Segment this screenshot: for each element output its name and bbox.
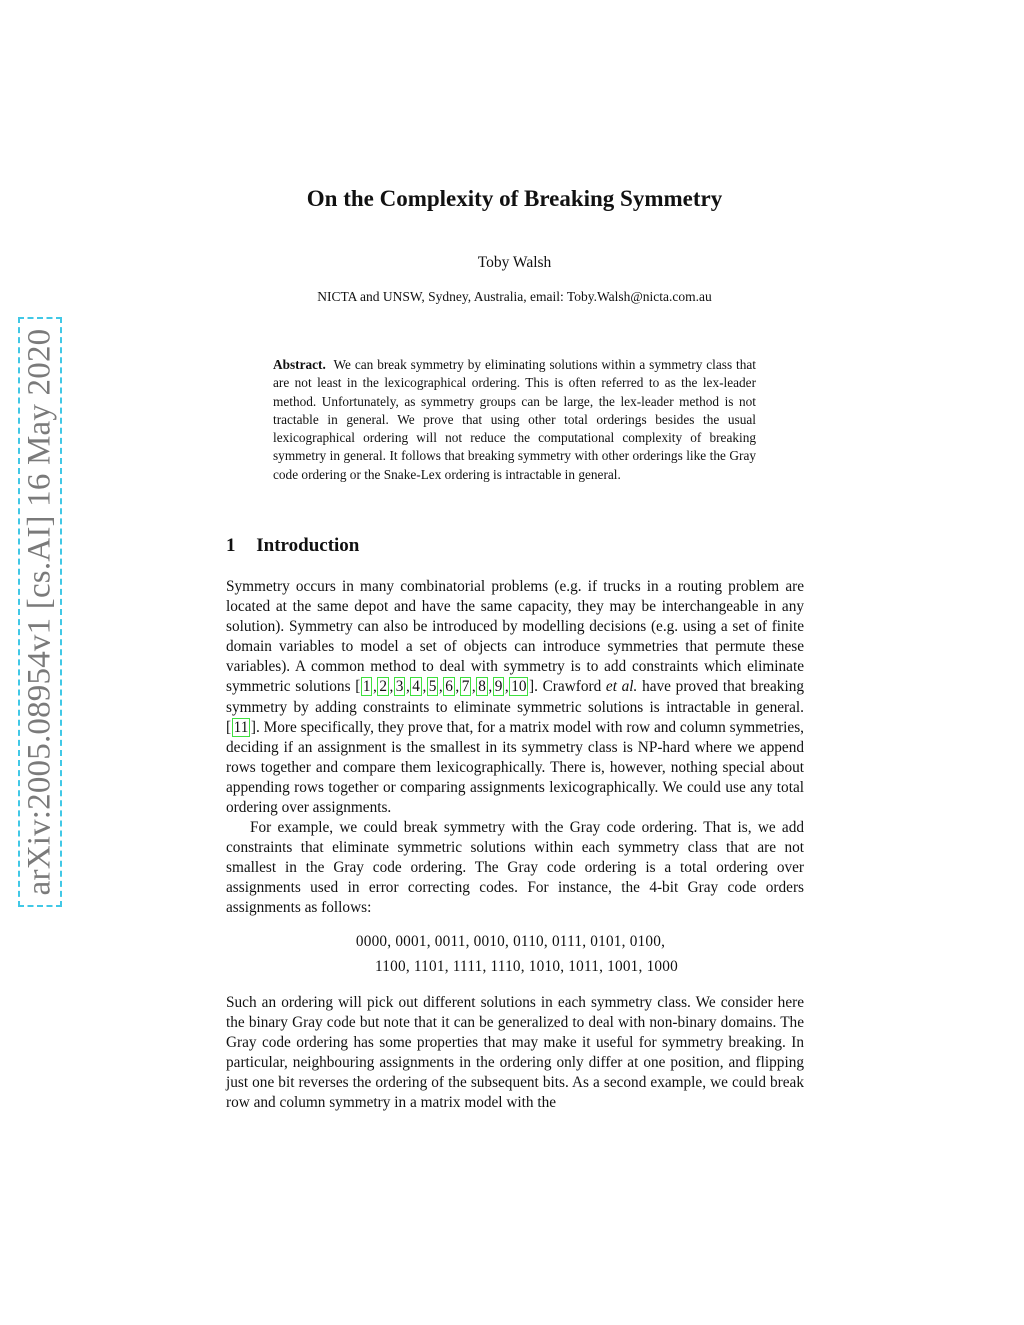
intro-paragraph-3: Such an ordering will pick out different solutions in each symmetry class. We consider here the binary Gray code but note that it can be generalized to deal with non-binary domains. The Gray code ordering has some properties that may make it useful for symmetry breaking. In particular, neighbouring assignments in the ordering only differ at one position, and flipping just one bit reverses the ordering of the subsequent bits. As a second example, we could break row and column symmetry in a matrix model with the <box>226 994 804 1112</box>
author-affiliation: NICTA and UNSW, Sydney, Australia, email: Toby.Walsh@nicta.com.au <box>317 289 712 304</box>
abstract-label: Abstract. <box>273 357 326 372</box>
citation-link[interactable]: 2 <box>379 678 387 696</box>
paper-title: On the Complexity of Breaking Symmetry <box>306 186 723 211</box>
citation-link[interactable]: 8 <box>478 678 486 696</box>
author-name: Toby Walsh <box>477 254 552 271</box>
citation-link[interactable]: 1 <box>362 678 371 696</box>
citation-link[interactable]: 7 <box>461 678 470 696</box>
gray-code-sequence-line-2: 1100, 1101, 1111, 1110, 1010, 1011, 1001, 1000 <box>375 958 678 975</box>
arxiv-identifier-stamp <box>18 317 62 907</box>
intro-paragraph-2: For example, we could break symmetry with the Gray code ordering. That is, we add constraints that eliminate symmetric solutions within each symmetry class that are not smallest in the Gray code ordering. The Gray code ordering is a total ordering over assignments used in error correcting codes. For instance, the 4-bit Gray code orders assignments as follows: <box>226 819 804 917</box>
paragraph-text: have proved that breaking symmetry by adding constraints to eliminate symmetric solutions is intractable in general. [ <box>226 678 804 736</box>
citation-link[interactable]: 5 <box>428 678 437 696</box>
et-al-italic: et al. <box>605 678 638 696</box>
citation-link[interactable]: 9 <box>494 678 503 696</box>
arxiv-identifier-text: arXiv:2005.08954v1 [cs.AI] 16 May 2020 <box>21 328 58 896</box>
section-title: Introduction <box>256 535 360 556</box>
paragraph-text: ]. Crawford <box>528 678 606 696</box>
intro-paragraph-1: Symmetry occurs in many combinatorial problems (e.g. if trucks in a routing problem are located at the same depot and have the same capacity, they may be interchangeable in any solution). Symmetry can also be introduced by modelling decisions (e.g. using a set of finite domain variables to model a set of objects can introduce symmetries that permute these variables). A common method to deal with symmetry is to add constraints which eliminate symmetric solutions [ 1 , 2 , 3 , 4 , 5 , 6 , 7 , 8 , 9 , 10 ]. Crawford et al. have proved that breaking symmetry by adding constraints to eliminate symmetric solutions is intractable in general. [ 11 ]. More specifically, they prove that, for a matrix model with row and column symmetries, deciding if an assignment is the smallest in its symmetry class is NP-hard where we append rows together and compare them lexicographically. There is, however, nothing special about appending rows together or comparing assignments lexicographically. We could use any total ordering over assignments. <box>226 578 804 817</box>
paragraph-text: ]. More specifically, they prove that, for a matrix model with row and column symmetries, deciding if an assignment is the smallest in its symmetry class is NP-hard where we append rows together and compare them lexicographically. There is, however, nothing special about appending rows together or comparing assignments lexicographically. We could use any total ordering over assignments. <box>226 718 804 817</box>
abstract <box>273 356 756 484</box>
citation-link[interactable]: 11 <box>233 718 249 736</box>
paragraph-text: Symmetry occurs in many combinatorial problems (e.g. if trucks in a routing problem are located at the same depot and have the same capacity, they may be interchangeable in any solution). Symmetry can also be introduced by modelling decisions (e.g. using a set of finite domain variables to model a set of objects can introduce symmetries that permute these variables). A common method to deal with symmetry is to add constraints which eliminate symmetric solutions [ <box>226 578 804 696</box>
citation-link[interactable]: 3 <box>395 678 404 696</box>
gray-code-sequence-line-1: 0000, 0001, 0011, 0010, 0110, 0111, 0101, 0100, <box>355 933 666 950</box>
section-number: 1 <box>226 535 236 556</box>
citation-link[interactable]: 4 <box>412 678 420 696</box>
citation-link[interactable]: 10 <box>511 678 527 696</box>
section-heading-introduction <box>226 535 359 557</box>
citation-link[interactable]: 6 <box>445 678 453 696</box>
abstract-text: We can break symmetry by eliminating solutions within a symmetry class that are not least in the lexicographical ordering. This is often referred to as the lex-leader method. Unfortunately, as symmetry groups can be large, the lex-leader method is not tractable in general. We prove that using other total orderings besides the usual lexicographical ordering will not reduce the computational complexity of breaking symmetry in general. It follows that breaking symmetry with other orderings like the Gray code ordering or the Snake-Lex ordering is intractable in general. <box>273 357 756 482</box>
